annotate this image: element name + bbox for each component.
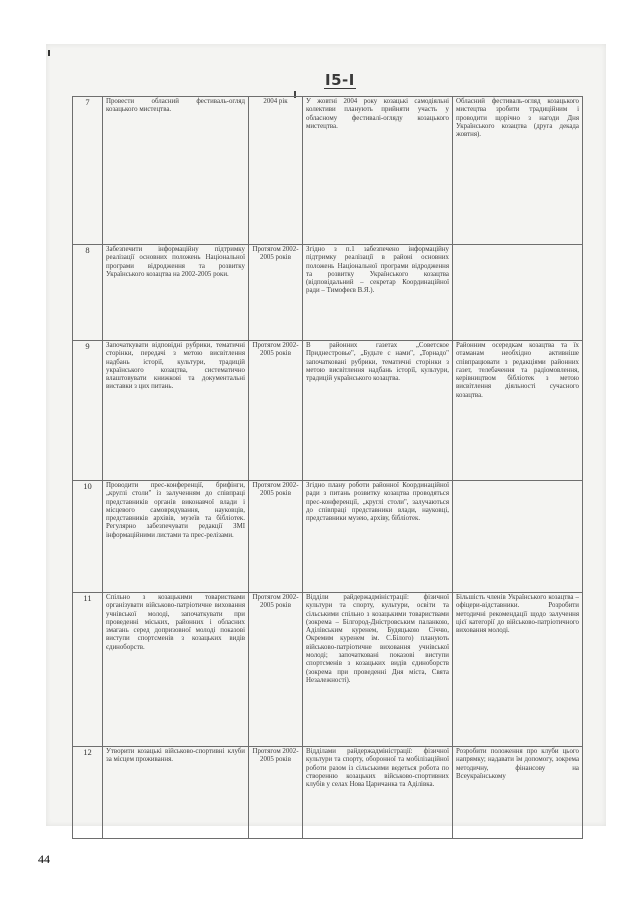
table-row xyxy=(73,593,583,747)
term-cell: Протягом 2002-2005 років xyxy=(249,481,303,593)
term-cell: Протягом 2002-2005 років xyxy=(249,593,303,747)
done-cell: Згідно з п.1 забезпечено інформаційну підтримку реалізації в районі основних положень Національної програми відродження та розвитку Українського козацтва (відповідальний – секретар Координаційної ради – Тимофеєв В.Я.). xyxy=(303,245,453,341)
done-cell: Відділи райдержадміністрації: фізичної культури та спорту, культури, освіти та сільськими спільно з козацькими товариствами (зокрема – Білгород-Дністровським паланкою, Аділівським куренем, Будяцькою Січчю, Окремим куренем ім. С.Білого) планують військово-патріотичне виховання учнівської молоді; започатковані показові виступи спортсменів з козацьких видів єдиноборств (зокрема при проведенні Дня міста, Свята Незалежності). xyxy=(303,593,453,747)
done-cell: У жовтні 2004 року козацькі самодіяльні колективи планують прийняти участь у обласному фестивалі-огляду козацького мистецтва. xyxy=(303,97,453,245)
done-cell: Відділами райдержадміністрації: фізичної культури та спорту, оборонної та мобілізаційної роботи разом із сільськими ведеться робота по створенню козацьких військово-спортивних клубів у селах Нова Царичанка та Аділівка. xyxy=(303,747,453,839)
table-row xyxy=(73,341,583,481)
table-row xyxy=(73,245,583,341)
task-cell: Започаткувати відповідні рубрики, тематичні сторінки, передачі з метою висвітлення надбань історії, культури, традицій українського козацтва, систематично влаштовувати книжкові та документальні виставки з цих питань. xyxy=(103,341,249,481)
plan-table xyxy=(72,96,583,839)
note-cell xyxy=(453,245,583,341)
row-number: 11 xyxy=(73,593,103,747)
task-cell: Спільно з козацькими товариствами організувати військово-патріотичне виховання учнівської молоді, започаткувати при проведенні міських, районних і обласних змагань серед допризовної молоді показові виступи спортсменів з козацьких видів єдиноборств. xyxy=(103,593,249,747)
table-row xyxy=(73,747,583,839)
note-cell: Розробити положення про клуби цього напрямку; надавати їм допомогу, зокрема методичну, фінансову на Всеукраїнському xyxy=(453,747,583,839)
row-number: 9 xyxy=(73,341,103,481)
note-cell: Більшість членів Українського козацтва – офіцери-відставники. Розробити методичні рекомендації щодо залучення цієї категорії до військово-патріотичного виховання молоді. xyxy=(453,593,583,747)
page-number: 44 xyxy=(38,852,50,866)
term-cell: Протягом 2002-2005 років xyxy=(249,747,303,839)
scan-mark xyxy=(48,50,50,56)
task-cell: Проводити прес-конференції, брифінги, „круглі столи" із залученням до співпраці представників органів виконавчої влади і місцевого самоврядування, науковців, представників архівів, музеїв та бібліотек. Регулярно забезпечувати редакції ЗМІ інформаційними листами та прес-релізами. xyxy=(103,481,249,593)
term-cell: Протягом 2002-2005 років xyxy=(249,245,303,341)
done-cell: Згідно плану роботи районної Координаційної ради з питань розвитку козацтва проводяться прес-конференції, „круглі столи", залучаються до співпраці представники влади, науковці, представники музею, архіву, бібліотек. xyxy=(303,481,453,593)
note-cell: Обласний фестиваль-огляд козацького мистецтва зробити традиційним і проводити щорічно з нагоди Дня Українського козацтва (друга декада жовтня). xyxy=(453,97,583,245)
row-number: 8 xyxy=(73,245,103,341)
table-row xyxy=(73,97,583,245)
task-cell: Утворити козацькі військово-спортивні клуби за місцем проживання. xyxy=(103,747,249,839)
scanned-page xyxy=(46,44,606,826)
note-cell xyxy=(453,481,583,593)
row-number: 10 xyxy=(73,481,103,593)
table-row xyxy=(73,481,583,593)
task-cell: Провести обласний фестиваль-огляд козацького мистецтва. xyxy=(103,97,249,245)
term-cell: 2004 рік xyxy=(249,97,303,245)
term-cell: Протягом 2002-2005 років xyxy=(249,341,303,481)
row-number: 7 xyxy=(73,97,103,245)
task-cell: Забезпечити інформаційну підтримку реалізації основних положень Національної програми відродження та розвитку Українського козацтва на 2002-2005 роки. xyxy=(103,245,249,341)
done-cell: В районних газетах „Советское Приднестровье", „Будьте с нами", „Торнадо" започатковані рубрики, тематичні сторінки з метою висвітлення надбань історії, культури, традицій українського козацтва. xyxy=(303,341,453,481)
note-cell: Районним осередкам козацтва та їх отаманам необхідно активніше співпрацювати з редакціями районних газет, телебачення та радіомовлення, керівництвом бібліотек з метою висвітлення діяльності сучасного козацтва. xyxy=(453,341,583,481)
document-reference: I5-I xyxy=(325,71,355,89)
row-number: 12 xyxy=(73,747,103,839)
